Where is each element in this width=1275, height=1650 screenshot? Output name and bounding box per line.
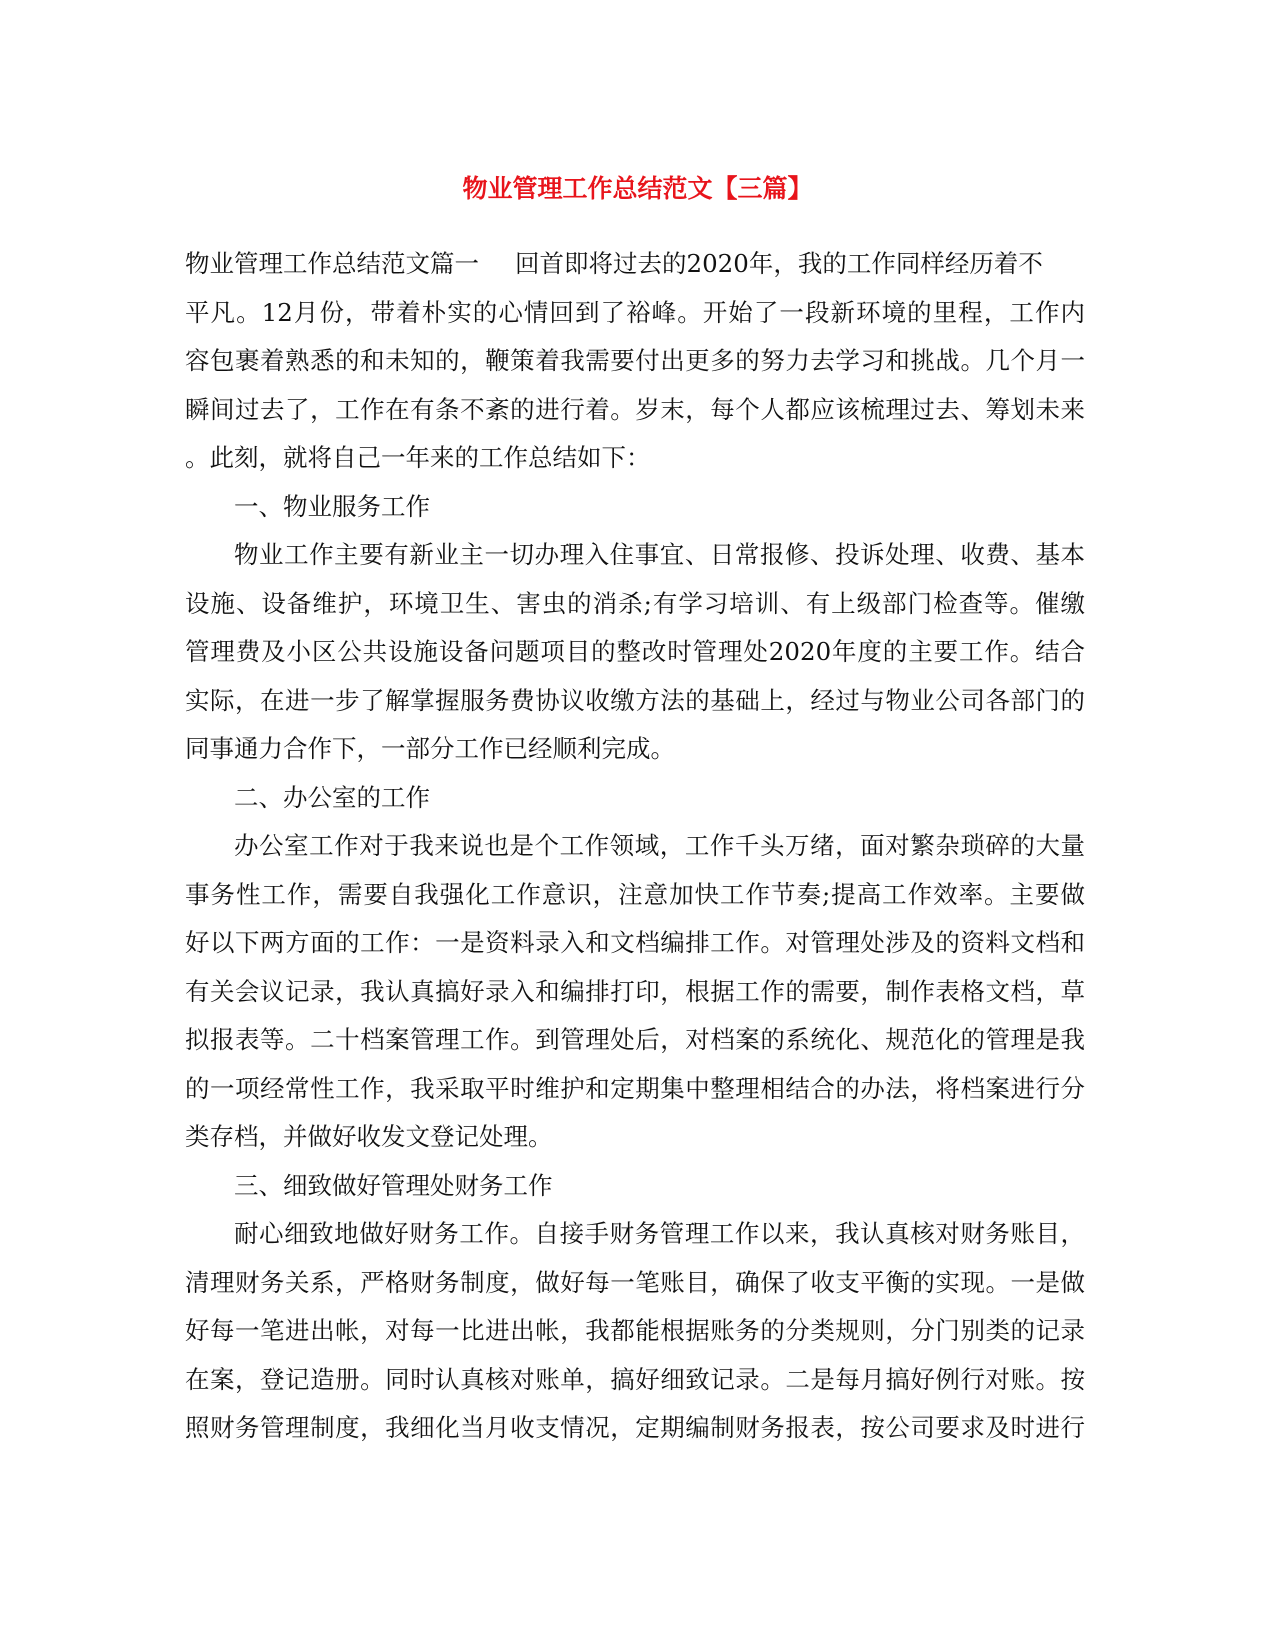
section2-line: 类存档，并做好收发文登记处理。 [185,1122,553,1151]
section2-line: 事务性工作，需要自我强化工作意识，注意加快工作节奏;提高工作效率。主要做 [185,879,1085,909]
section1-line: 设施、设备维护，环境卫生、害虫的消杀;有学习培训、有上级部门检查等。催缴 [185,588,1085,618]
section-heading: 二、办公室的工作 [234,782,430,812]
document-title: 物业管理工作总结范文【三篇】 [462,174,813,203]
section2-line: 有关会议记录，我认真搞好录入和编排打印，根据工作的需要，制作表格文档，草 [185,976,1085,1006]
section2-line: 好以下两方面的工作：一是资料录入和文档编排工作。对管理处涉及的资料文档和 [185,928,1085,957]
section-heading: 三、细致做好管理处财务工作 [234,1170,553,1200]
section1-line: 管理费及小区公共设施设备问题项目的整改时管理处2020年度的主要工作。结合 [185,637,1085,666]
intro-line: 。此刻，就将自己一年来的工作总结如下： [185,443,651,472]
section1-line: 物业工作主要有新业主一切办理入住事宜、日常报修、投诉处理、收费、基本 [234,540,1085,569]
section3-line: 照财务管理制度，我细化当月收支情况，定期编制财务报表，按公司要求及时进行 [185,1413,1085,1442]
section3-line: 在案，登记造册。同时认真核对账单，搞好细致记录。二是每月搞好例行对账。按 [185,1364,1085,1394]
section1-line: 实际，在进一步了解掌握服务费协议收缴方法的基础上，经过与物业公司各部门的 [185,685,1085,715]
section3-line: 好每一笔进出帐，对每一比进出帐，我都能根据账务的分类规则，分门别类的记录 [185,1316,1085,1345]
intro-line: 平凡。12月份，带着朴实的心情回到了裕峰。开始了一段新环境的里程，工作内 [185,297,1085,327]
section2-line: 的一项经常性工作，我采取平时维护和定期集中整理相结合的办法，将档案进行分 [185,1073,1085,1103]
section3-line: 耐心细致地做好财务工作。自接手财务管理工作以来，我认真核对财务账目， [234,1219,1085,1248]
document-body [185,240,1085,1453]
section2-line: 办公室工作对于我来说也是个工作领域，工作千头万绪，面对繁杂琐碎的大量 [234,831,1085,860]
intro-line: 容包裹着熟悉的和未知的，鞭策着我需要付出更多的努力去学习和挑战。几个月一 [185,346,1085,375]
section-heading: 一、物业服务工作 [234,491,430,521]
section3-line: 清理财务关系，严格财务制度，做好每一笔账目，确保了收支平衡的实现。一是做 [185,1267,1085,1297]
intro-heading: 物业管理工作总结范文篇一 [185,249,479,278]
intro-first-line [185,240,1085,289]
intro-line: 瞬间过去了，工作在有条不紊的进行着。岁末，每个人都应该梳理过去、筹划未来 [185,394,1085,424]
section1-line: 同事通力合作下，一部分工作已经顺利完成。 [185,734,675,763]
section2-line: 拟报表等。二十档案管理工作。到管理处后，对档案的系统化、规范化的管理是我 [185,1025,1085,1054]
intro-line: 回首即将过去的2020年，我的工作同样经历着不 [515,249,1043,278]
